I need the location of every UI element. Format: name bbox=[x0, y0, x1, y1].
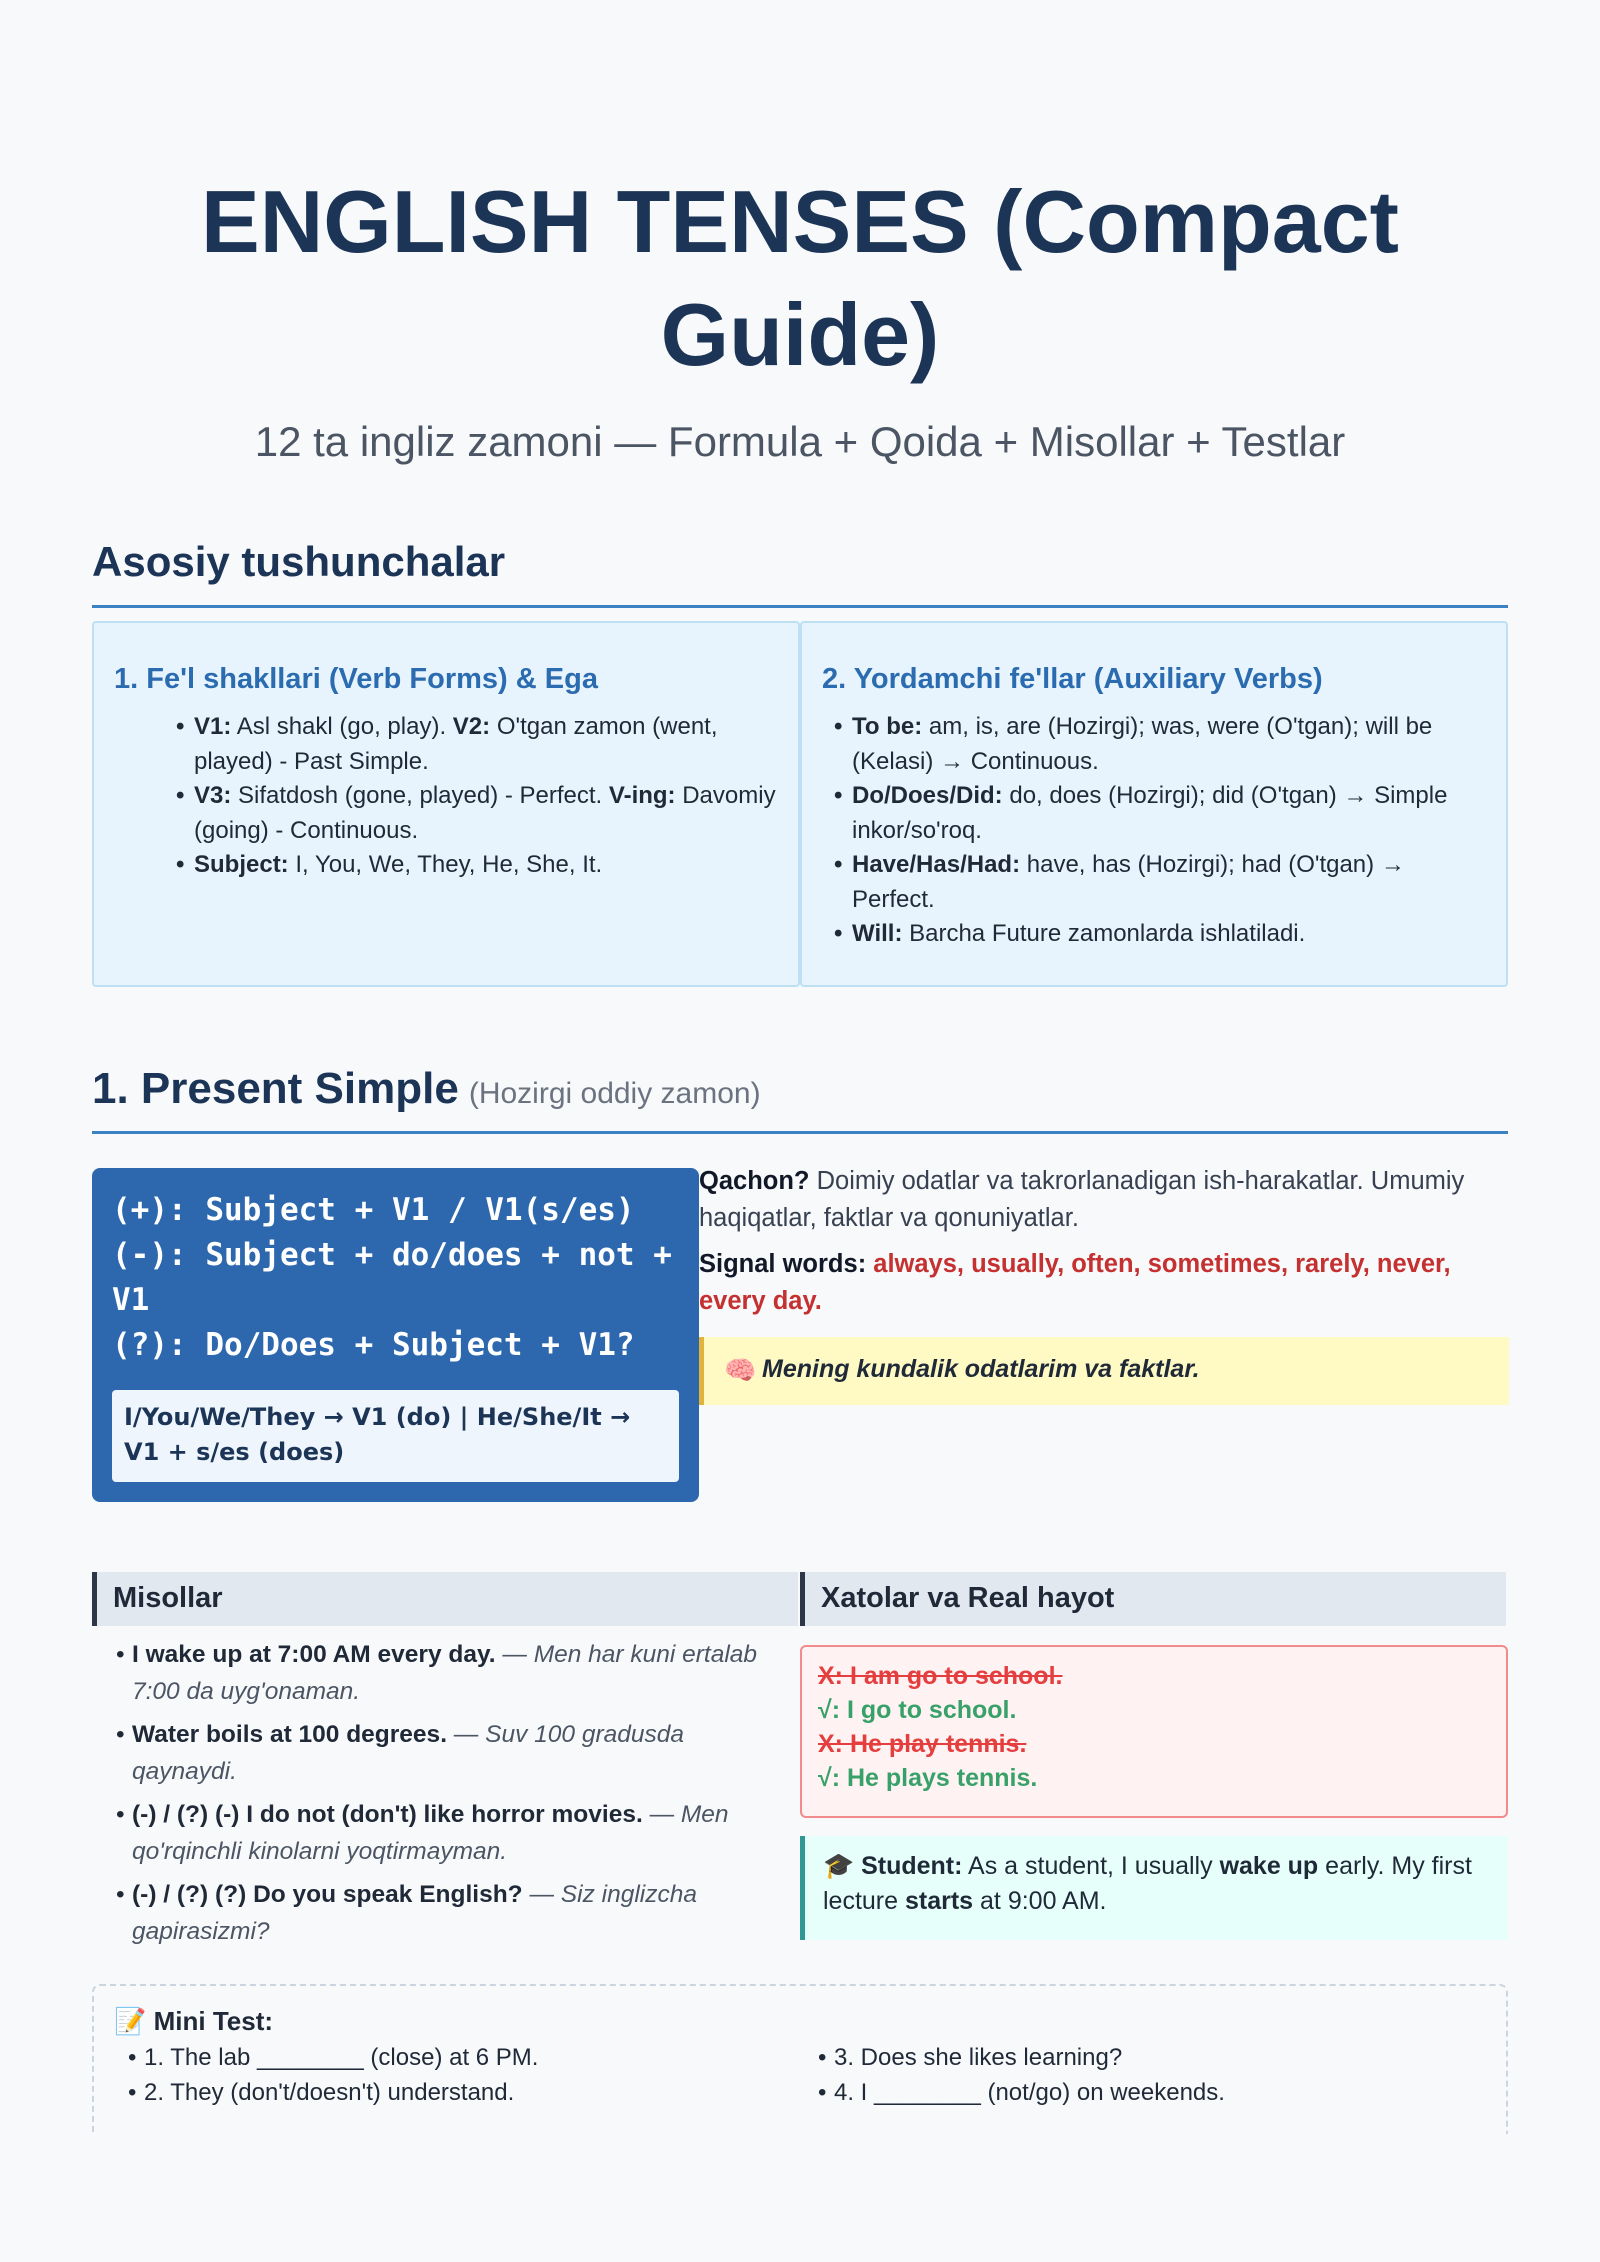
mini-test-box bbox=[92, 1984, 1508, 2134]
test-question: • 1. The lab ________ (close) at 6 PM. bbox=[128, 2040, 768, 2075]
highlight-text: Mening kundalik odatlarim va faktlar. bbox=[762, 1355, 1200, 1383]
page-subtitle: 12 ta ingliz zamoni — Formula + Qoida + Misollar + Testlar bbox=[254, 418, 1346, 465]
graduation-cap-icon: 🎓 bbox=[823, 1852, 855, 1880]
verb-forms-list bbox=[176, 710, 776, 883]
formula-question: (?): Do/Does + Subject + V1? bbox=[112, 1327, 635, 1363]
list-item: • To be: am, is, are (Hozirgi); was, were (O'tgan); will be (Kelasi) → Continuous. bbox=[834, 710, 1484, 779]
brain-icon: 🧠 bbox=[724, 1355, 757, 1385]
list-item: • (-) / (?) (-) I do not (don't) like horror movies. — Men qo'rqinchli kinolarni yoqtirmayman. bbox=[112, 1796, 792, 1870]
auxiliary-verbs-list bbox=[834, 710, 1484, 952]
mistake-correct: √: I go to school. bbox=[818, 1696, 1017, 1724]
auxiliary-verbs-card bbox=[800, 621, 1508, 987]
list-item: • Have/Has/Had: have, has (Hozirgi); had (O'tgan) → Perfect. bbox=[834, 848, 1484, 917]
examples-header: Misollar bbox=[92, 1572, 798, 1626]
mistakes-header: Xatolar va Real hayot bbox=[800, 1572, 1506, 1626]
formula-box bbox=[92, 1168, 699, 1502]
list-item: • Water boils at 100 degrees. — Suv 100 gradusda qaynaydi. bbox=[112, 1716, 792, 1790]
mistake-wrong: X: He play tennis. bbox=[818, 1730, 1027, 1758]
list-item: • I wake up at 7:00 AM every day. — Men har kuni ertalab 7:00 da uyg'onaman. bbox=[112, 1636, 792, 1710]
test-question: • 2. They (don't/doesn't) understand. bbox=[128, 2075, 768, 2110]
basics-heading: Asosiy tushunchalar bbox=[92, 538, 506, 585]
mistake-wrong: X: I am go to school. bbox=[818, 1662, 1063, 1690]
tense-heading: 1. Present Simple (Hozirgi oddiy zamon) bbox=[92, 1064, 761, 1113]
formula-lines bbox=[112, 1188, 682, 1368]
usage-block bbox=[699, 1163, 1509, 1319]
verb-forms-title: 1. Fe'l shakllari (Verb Forms) & Ega bbox=[114, 663, 598, 695]
formula-negative: (-): Subject + do/does + not + V1 bbox=[112, 1237, 672, 1318]
test-question: • 4. I ________ (not/go) on weekends. bbox=[818, 2075, 1478, 2110]
list-item: • Subject: I, You, We, They, He, She, It. bbox=[176, 848, 776, 883]
tense-divider bbox=[92, 1131, 1508, 1134]
list-item: • V3: Sifatdosh (gone, played) - Perfect. V-ing: Davomiy (going) - Continuous. bbox=[176, 779, 776, 848]
list-item: • (-) / (?) (?) Do you speak English? — Siz inglizcha gapirasizmi? bbox=[112, 1876, 792, 1950]
usage-when: Qachon? Doimiy odatlar va takrorlanadigan ish-harakatlar. Umumiy haqiqatlar, faktlar va qonuniyatlar. bbox=[699, 1167, 1465, 1232]
verb-forms-card bbox=[92, 621, 800, 987]
list-item: • Do/Does/Did: do, does (Hozirgi); did (O'tgan) → Simple inkor/so'roq. bbox=[834, 779, 1484, 848]
auxiliary-verbs-title: 2. Yordamchi fe'llar (Auxiliary Verbs) bbox=[822, 663, 1323, 695]
student-example-box: 🎓 Student: As a student, I usually wake up early. My first lecture starts at 9:00 AM. bbox=[800, 1836, 1508, 1940]
formula-positive: (+): Subject + V1 / V1(s/es) bbox=[112, 1192, 635, 1228]
list-item: • V1: Asl shakl (go, play). V2: O'tgan zamon (went, played) - Past Simple. bbox=[176, 710, 776, 779]
mini-test-title: 📝 Mini Test: bbox=[114, 2006, 274, 2036]
list-item: • Will: Barcha Future zamonlarda ishlatiladi. bbox=[834, 917, 1484, 952]
student-label: Student: bbox=[861, 1852, 963, 1880]
mistakes-box bbox=[800, 1645, 1508, 1818]
mistake-correct: √: He plays tennis. bbox=[818, 1764, 1038, 1792]
highlight-box bbox=[699, 1337, 1509, 1405]
memo-icon: 📝 bbox=[114, 2006, 147, 2036]
usage-signal-words: Signal words: always, usually, often, sometimes, rarely, never, every day. bbox=[699, 1250, 1451, 1315]
basics-divider bbox=[92, 605, 1508, 608]
mini-test-right bbox=[818, 2040, 1478, 2110]
mini-test-left bbox=[128, 2040, 768, 2110]
page-title: ENGLISH TENSES (Compact Guide) bbox=[201, 172, 1399, 384]
test-question: • 3. Does she likes learning? bbox=[818, 2040, 1478, 2075]
examples-list bbox=[112, 1636, 792, 1956]
formula-note: I/You/We/They → V1 (do) | He/She/It → V1 + s/es (does) bbox=[112, 1390, 679, 1482]
